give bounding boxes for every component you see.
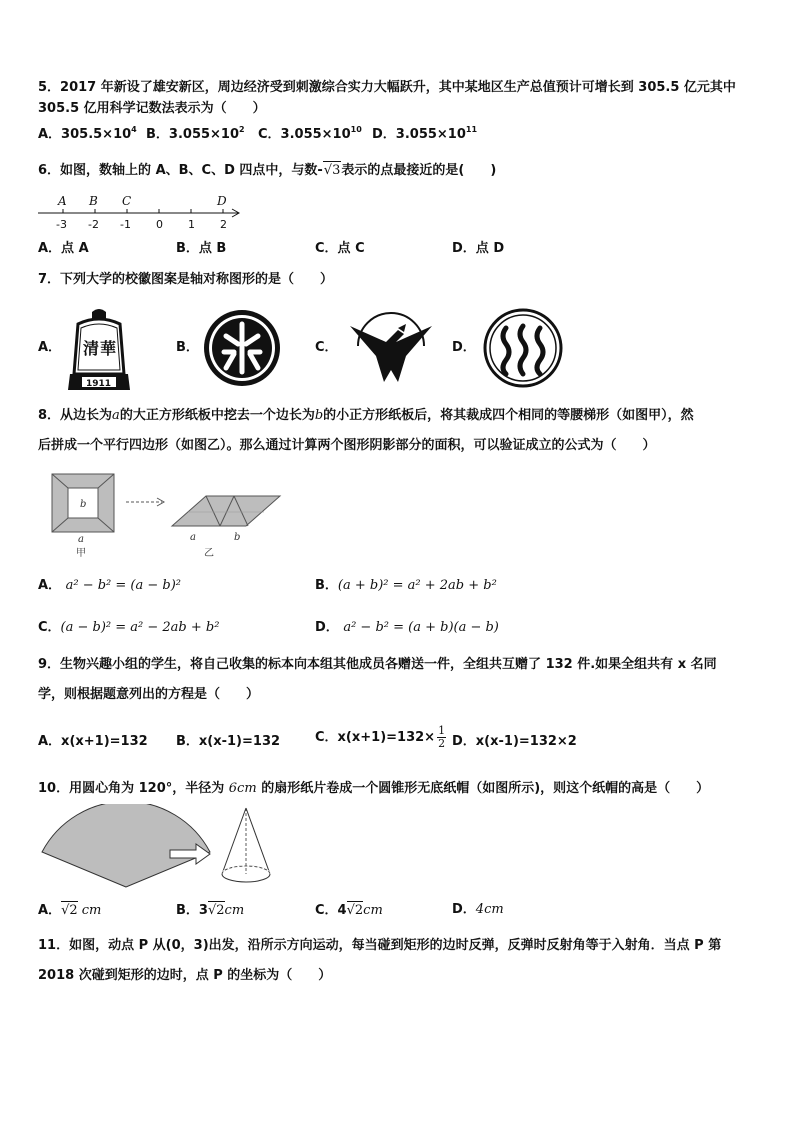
q6-stem: 6．如图，数轴上的 A、B、C、D 四点中，与数-√3表示的点最接近的是( ): [38, 163, 497, 178]
tick-label: 1: [188, 218, 195, 231]
parallelogram-b-label: b: [234, 532, 241, 543]
q6-option-a: A．点 A: [38, 241, 89, 256]
q9-stem-line2: 学，则根据题意列出的方程是（ ）: [38, 687, 260, 702]
q8-option-d: D． a² − b² = (a + b)(a − b): [315, 620, 499, 635]
bell-badge-year: 1911: [86, 379, 112, 389]
one-half-fraction: $\frac{1}{2}$: [438, 724, 446, 750]
q8-option-b: B．(a + b)² = a² + 2ab + b²: [315, 578, 497, 593]
eagle-badge-icon: [346, 304, 436, 388]
q5-stem-line1: 5．2017 年新设了雄安新区，周边经济受到刺激综合实力大幅跃升，其中某地区生产总值预计可增长到 305.5 亿元其中: [38, 80, 736, 95]
bell-badge-icon: [64, 306, 134, 396]
q10-option-a: A．√2 cm: [38, 903, 102, 918]
q6-option-b: B．点 B: [176, 241, 227, 256]
q5-stem-line2: 305.5 亿用科学记数法表示为（ ）: [38, 101, 266, 116]
q10-option-c: C．4√2cm: [315, 903, 383, 918]
point-a-label: A: [58, 194, 67, 208]
q7-option-a-label: A．: [38, 340, 62, 355]
seal-badge-icon: [202, 308, 282, 388]
point-d-label: D: [217, 194, 227, 208]
inner-side-label: b: [80, 499, 87, 510]
tick-label: -1: [120, 218, 131, 231]
q6-option-d: D．点 D: [452, 241, 505, 256]
q9-option-c: C．x(x+1)=132× $\frac{1}{2}$: [315, 724, 446, 750]
parallelogram-a-label: a: [190, 532, 196, 543]
q5-option-c: C．$3.055\times 10^{10}$: [258, 125, 362, 142]
q8-option-c: C．(a − b)² = a² − 2ab + b²: [38, 620, 220, 635]
q7-stem: 7．下列大学的校徽图案是轴对称图形的是（ ）: [38, 272, 334, 287]
q5-option-b: B．$3.055\times 10^2$: [146, 125, 245, 142]
q11-stem-line2: 2018 次碰到矩形的边时，点 P 的坐标为（ ）: [38, 968, 332, 983]
point-c-label: C: [122, 194, 132, 208]
q9-stem-line1: 9．生物兴趣小组的学生，将自己收集的标本向本组其他成员各赠送一件，全组共互赠了 132 件.如果全组共有 x 名同: [38, 657, 717, 672]
q7-option-b-label: B．: [176, 340, 199, 355]
point-b-label: B: [89, 194, 98, 208]
sector-to-cone-figure: [36, 804, 286, 892]
q8-stem-line2: 后拼成一个平行四边形（如图乙）。那么通过计算两个图形阴影部分的面积，可以验证成立的公式为（ ）: [38, 438, 656, 453]
q9-option-a: A．x(x+1)=132: [38, 734, 148, 749]
q9-option-d: D．x(x-1)=132×2: [452, 734, 577, 749]
q8-option-a: A． a² − b² = (a − b)²: [38, 578, 181, 593]
q6-option-c: C．点 C: [315, 241, 365, 256]
square-frame-figure: [40, 468, 290, 560]
tick-label: -3: [56, 218, 67, 231]
q8-stem-line1: 8．从边长为a的大正方形纸板中挖去一个边长为b的小正方形纸板后，将其裁成四个相同的等腰梯形（如图甲），然: [38, 408, 694, 423]
number-line-figure: [36, 190, 246, 232]
outer-side-label: a: [78, 534, 84, 545]
q10-option-b: B．3√2cm: [176, 903, 245, 918]
q9-option-b: B．x(x-1)=132: [176, 734, 281, 749]
figure-yi-label: 乙: [204, 548, 214, 559]
tick-label: 2: [220, 218, 227, 231]
q7-option-d-label: D．: [452, 340, 476, 355]
waves-badge-icon: [482, 308, 564, 388]
q5-option-d: D．$3.055\times 10^{11}$: [372, 125, 478, 142]
svg-text:清: 清: [83, 339, 100, 358]
q10-option-d: D．4cm: [452, 902, 504, 917]
tick-label: 0: [156, 218, 163, 231]
q5-option-a: A．$305.5\times 10^4$: [38, 125, 137, 142]
tick-label: -2: [88, 218, 99, 231]
q7-option-c-label: C．: [315, 340, 338, 355]
q10-stem: 10．用圆心角为 120°，半径为 6cm 的扇形纸片卷成一个圆锥形无底纸帽（如图所示)，则这个纸帽的高是（ ）: [38, 781, 710, 796]
figure-jia-label: 甲: [76, 548, 86, 559]
svg-text:華: 華: [100, 339, 117, 358]
q11-stem-line1: 11．如图，动点 P 从(0，3)出发，沿所示方向运动，每当碰到矩形的边时反弹，反弹时反射角等于入射角．当点 P 第: [38, 938, 722, 953]
